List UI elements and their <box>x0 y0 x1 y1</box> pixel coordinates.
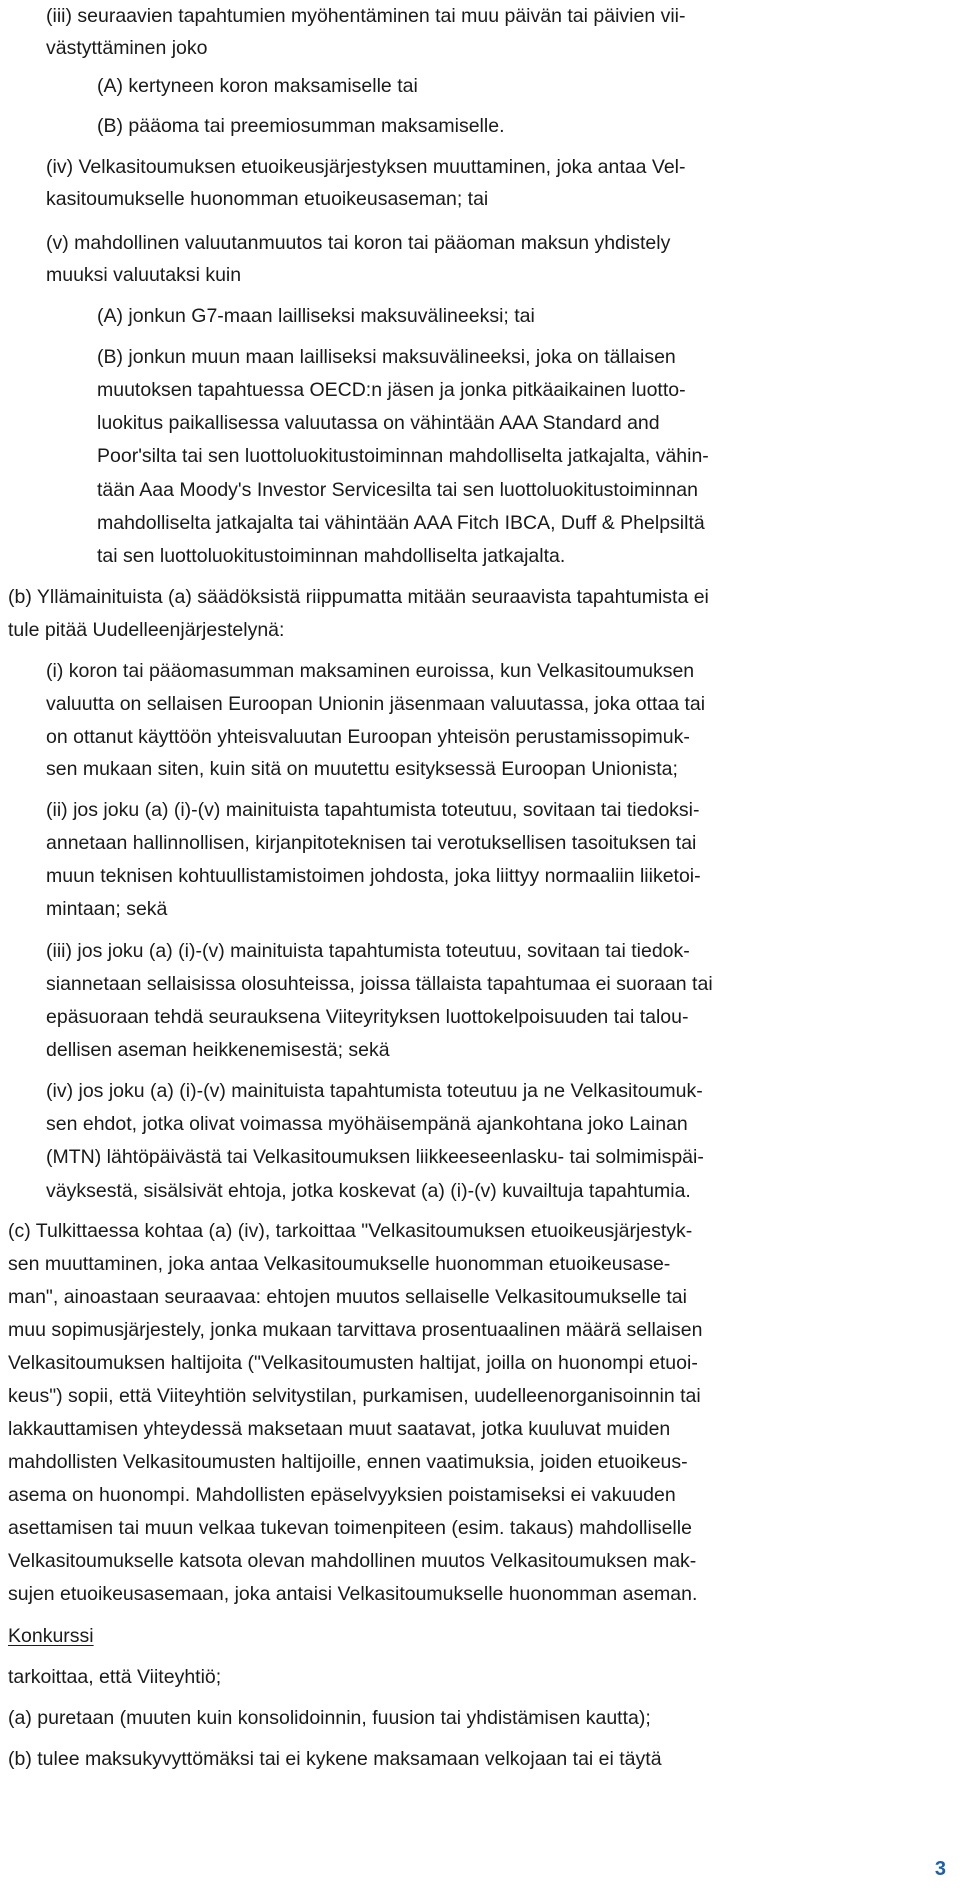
text-line: (B) jonkun muun maan lailliseksi maksuvälineeksi, joka on tällaisen <box>97 346 676 368</box>
text-line: väyksestä, sisälsivät ehtoja, jotka koskevat (a) (i)-(v) kuvailtuja tapahtumia. <box>46 1180 691 1202</box>
text-line: muutoksen tapahtuessa OECD:n jäsen ja jonka pitkäaikainen luotto- <box>97 379 686 401</box>
text-line: muuksi valuutaksi kuin <box>46 264 242 286</box>
text-line: sen muuttaminen, joka antaa Velkasitoumukselle huonomman etuoikeusase- <box>8 1253 671 1275</box>
text-line: (iii) jos joku (a) (i)-(v) mainituista tapahtumista toteutuu, sovitaan tai tiedok- <box>46 940 690 962</box>
text-line: (iv) Velkasitoumuksen etuoikeusjärjestyksen muuttaminen, joka antaa Vel- <box>46 156 686 178</box>
text-line: dellisen aseman heikkenemisestä; sekä <box>46 1039 390 1061</box>
text-line: (i) koron tai pääomasumman maksaminen euroissa, kun Velkasitoumuksen <box>46 660 695 682</box>
text-line: (A) jonkun G7-maan lailliseksi maksuvälineeksi; tai <box>97 305 535 327</box>
text-line: epäsuoraan tehdä seurauksena Viiteyrityksen luottokelpoisuuden tai talou- <box>46 1006 689 1028</box>
text-line: Velkasitoumukselle katsota olevan mahdollinen muutos Velkasitoumuksen mak- <box>8 1550 697 1572</box>
text-line: (MTN) lähtöpäivästä tai Velkasitoumuksen liikkeeseenlasku- tai solmimispäi- <box>46 1146 704 1168</box>
text-line: Poor'silta tai sen luottoluokitustoiminnan mahdolliselta jatkajalta, vähin- <box>97 445 709 467</box>
text-line: (c) Tulkittaessa kohtaa (a) (iv), tarkoittaa "Velkasitoumuksen etuoikeusjärjestyk- <box>8 1220 693 1242</box>
text-line: mahdolliselta jatkajalta tai vähintään AAA Fitch IBCA, Duff & Phelpsiltä <box>97 512 705 534</box>
text-line: muu sopimusjärjestely, jonka mukaan tarvittava prosentuaalinen määrä sellaisen <box>8 1319 703 1341</box>
text-line: (B) pääoma tai preemiosumman maksamiselle. <box>97 115 505 137</box>
text-line: sujen etuoikeusasemaan, joka antaisi Velkasitoumukselle huonomman aseman. <box>8 1583 698 1605</box>
text-line: tule pitää Uudelleenjärjestelynä: <box>8 619 285 641</box>
text-line: Velkasitoumuksen haltijoita ("Velkasitoumusten haltijat, joilla on huonompi etuoi- <box>8 1352 698 1374</box>
text-line: mahdollisten Velkasitoumusten haltijoille, ennen vaatimuksia, joiden etuoikeus- <box>8 1451 688 1473</box>
text-line: (iii) seuraavien tapahtumien myöhentäminen tai muu päivän tai päivien vii- <box>46 5 686 27</box>
text-line: annetaan hallinnollisen, kirjanpitoteknisen tai verotuksellisen tasoituksen tai <box>46 832 697 854</box>
text-line: on ottanut käyttöön yhteisvaluutan Euroopan yhteisön perustamissopimuk- <box>46 726 690 748</box>
text-line: (ii) jos joku (a) (i)-(v) mainituista tapahtumista toteutuu, sovitaan tai tiedoksi- <box>46 799 700 821</box>
text-line: (iv) jos joku (a) (i)-(v) mainituista tapahtumista toteutuu ja ne Velkasitoumuk- <box>46 1080 703 1102</box>
text-line: muun teknisen kohtuullistamistoimen johdosta, joka liittyy normaaliin liiketoi- <box>46 865 701 887</box>
text-line: tään Aaa Moody's Investor Servicesilta tai sen luottoluokitustoiminnan <box>97 479 698 501</box>
text-line: man", ainoastaan seuraavaa: ehtojen muutos sellaiselle Velkasitoumukselle tai <box>8 1286 687 1308</box>
text-line: sen mukaan siten, kuin sitä on muutettu esityksessä Euroopan Unionista; <box>46 758 678 780</box>
text-line: asettamisen tai muun velkaa tukevan toimenpiteen (esim. takaus) mahdolliselle <box>8 1517 692 1539</box>
text-line: västyttäminen joko <box>46 37 208 59</box>
text-line: (b) tulee maksukyvyttömäksi tai ei kykene maksamaan velkojaan tai ei täytä <box>8 1748 662 1770</box>
text-line: (b) Yllämainituista (a) säädöksistä riippumatta mitään seuraavista tapahtumista ei <box>8 586 709 608</box>
text-line: kasitoumukselle huonomman etuoikeusaseman; tai <box>46 188 489 210</box>
text-line: asema on huonompi. Mahdollisten epäselvyyksien poistamiseksi ei vakuuden <box>8 1484 676 1506</box>
text-line: mintaan; sekä <box>46 898 168 920</box>
text-line: (A) kertyneen koron maksamiselle tai <box>97 75 418 97</box>
text-line: valuutta on sellaisen Euroopan Unionin jäsenmaan valuutassa, joka ottaa tai <box>46 693 706 715</box>
page-number: 3 <box>934 1858 946 1880</box>
text-line: tai sen luottoluokitustoiminnan mahdolliselta jatkajalta. <box>97 545 566 567</box>
text-line: sen ehdot, jotka olivat voimassa myöhäisempänä ajankohtana joko Lainan <box>46 1113 688 1135</box>
text-line: keus") sopii, että Viiteyhtiön selvitystilan, purkamisen, uudelleenorganisoinnin tai <box>8 1385 701 1407</box>
section-heading: Konkurssi <box>8 1625 94 1647</box>
text-line: (v) mahdollinen valuutanmuutos tai koron tai pääoman maksun yhdistely <box>46 232 671 254</box>
text-line: luokitus paikallisessa valuutassa on vähintään AAA Standard and <box>97 412 660 434</box>
text-line: siannetaan sellaisissa olosuhteissa, joissa tällaista tapahtumaa ei suoraan tai <box>46 973 713 995</box>
text-line: lakkauttamisen yhteydessä maksetaan muut saatavat, jotka kuuluvat muiden <box>8 1418 671 1440</box>
text-line: (a) puretaan (muuten kuin konsolidoinnin, fuusion tai yhdistämisen kautta); <box>8 1707 651 1729</box>
text-line: tarkoittaa, että Viiteyhtiö; <box>8 1666 222 1688</box>
